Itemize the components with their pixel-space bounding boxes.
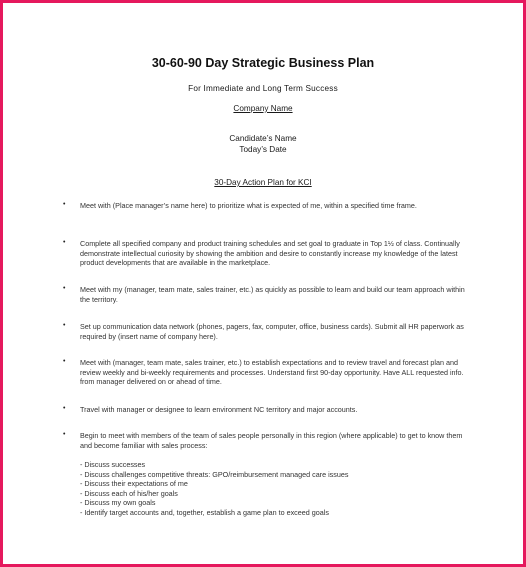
list-item-text: Meet with my (manager, team mate, sales trainer, etc.) as quickly as possible to learn and build our team approach within the territory. xyxy=(80,285,465,304)
bullet-icon: • xyxy=(63,322,66,329)
list-item-text: Begin to meet with members of the team of sales people personally in this region (where applicable) to get to know them and become familiar with sales process: xyxy=(80,431,463,450)
candidate-block xyxy=(3,133,523,155)
list-item-text: Travel with manager or designee to learn environment NC territory and major accounts. xyxy=(80,405,358,414)
sub-list xyxy=(80,460,466,517)
candidate-name: Candidate’s Name xyxy=(229,134,297,143)
company-name: Company Name xyxy=(233,104,293,113)
list-item-text: Meet with (Place manager’s name here) to prioritize what is expected of me, within a specified time frame. xyxy=(80,201,417,210)
sub-list-item: - Discuss successes xyxy=(80,460,146,470)
document-date: Today’s Date xyxy=(239,145,287,154)
document-page xyxy=(3,3,523,564)
bullet-icon: • xyxy=(63,358,66,365)
sub-list-item: - Discuss challenges competitive threats: GPO/reimbursement managed care issues xyxy=(80,469,349,479)
list-item-text: Set up communication data network (phones, pagers, fax, computer, office, business cards). Submit all HR paperwork as required by (insert name of company here). xyxy=(80,322,464,341)
list-item-text: Complete all specified company and product training schedules and set goal to graduate in Top 1½ of class. Continually demonstrate intellectual curiosity by showing the ambition and desire to constantly increase my knowledge of the latest product developments that are available in the marketplace. xyxy=(80,239,460,268)
list-item-content xyxy=(80,431,466,517)
bullet-icon: • xyxy=(63,201,66,208)
sub-list-item: - Discuss each of his/her goals xyxy=(80,488,178,498)
sub-list-item: - Discuss their expectations of me xyxy=(80,479,188,489)
document-subtitle: For Immediate and Long Term Success xyxy=(188,84,338,93)
bullet-icon: • xyxy=(63,239,66,246)
sub-list-item: - Identify target accounts and, together, establish a game plan to exceed goals xyxy=(80,507,329,517)
plan-heading: 30-Day Action Plan for KCI xyxy=(214,178,312,187)
bullet-icon: • xyxy=(63,431,66,438)
sub-list-item: - Discuss my own goals xyxy=(80,498,156,508)
document-title: 30-60-90 Day Strategic Business Plan xyxy=(151,56,375,70)
bullet-icon: • xyxy=(63,285,66,292)
list-item-text: Meet with (manager, team mate, sales trainer, etc.) to establish expectations and to review travel and forecast plan and review weekly and bi-weekly requirements and processes. Understand first 90-day opportunity. Have ALL requested info. from manager delivered on or ahead of time. xyxy=(80,358,464,387)
bullet-icon: • xyxy=(63,405,66,412)
